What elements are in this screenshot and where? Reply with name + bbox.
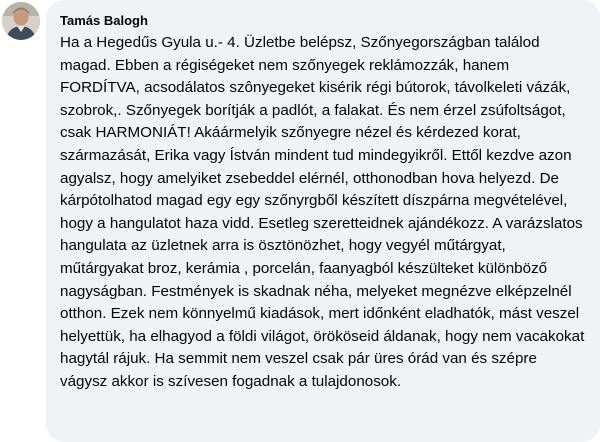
avatar-photo-icon [2, 2, 40, 40]
comment-body-text: Ha a Hegedűs Gyula u.- 4. Üzletbe belépsz, Szőnyegországban találod magad. Ebben a régiségeket nem szőnyegek reklámozzák, hanem FORDÍTVA, acsodálatos szônyegeket kisérik régi bútorok, távolkeleti vázák, szobrok,. Szőnyegek borítják a padlót, a falakat. És nem érzel zsúfoltságot, csak HARMONIÁT! Akáármelyik szőnyegre nézel és kérdezed korat, származását, Erika vagy Ístván mindent tud mindegyikről. Ettől kezdve azon agyalsz, hogy amelyiket zsebeddel elérnél, otthonodban hova helyezd. De kárpótolhatod magad egy egy szőnyrgből készített díszpárna megvételével, hogy a hangulatot haza vidd. Esetleg szeretteidnek ajándékozz. A varázslatos hangulata az üzletnek arra is ösztönözhet, hogy vegyél műtárgyat, műtárgyakat broz, kerámia , porcelán, faanyagból készülteket különböző nagyságban. Festmények is skadnak néha, melyeket megnézve elképzelnél otthon. Ezek nem könnyelmű kiadások, mert időnként eladhatók, mást veszel helyettük, ha elhagyod a földi világot, örököseid áldanak, hogy nem vacakokat hagytál rájuk. Ha semmit nem veszel csak pár üres órád van és szépre vágysz akkor is szívesen fogadnak a tulajdonosok. [60, 34, 585, 390]
avatar[interactable] [2, 2, 40, 40]
comment-author-name[interactable]: Tamás Balogh [60, 13, 148, 28]
comment-bubble [46, 0, 600, 442]
